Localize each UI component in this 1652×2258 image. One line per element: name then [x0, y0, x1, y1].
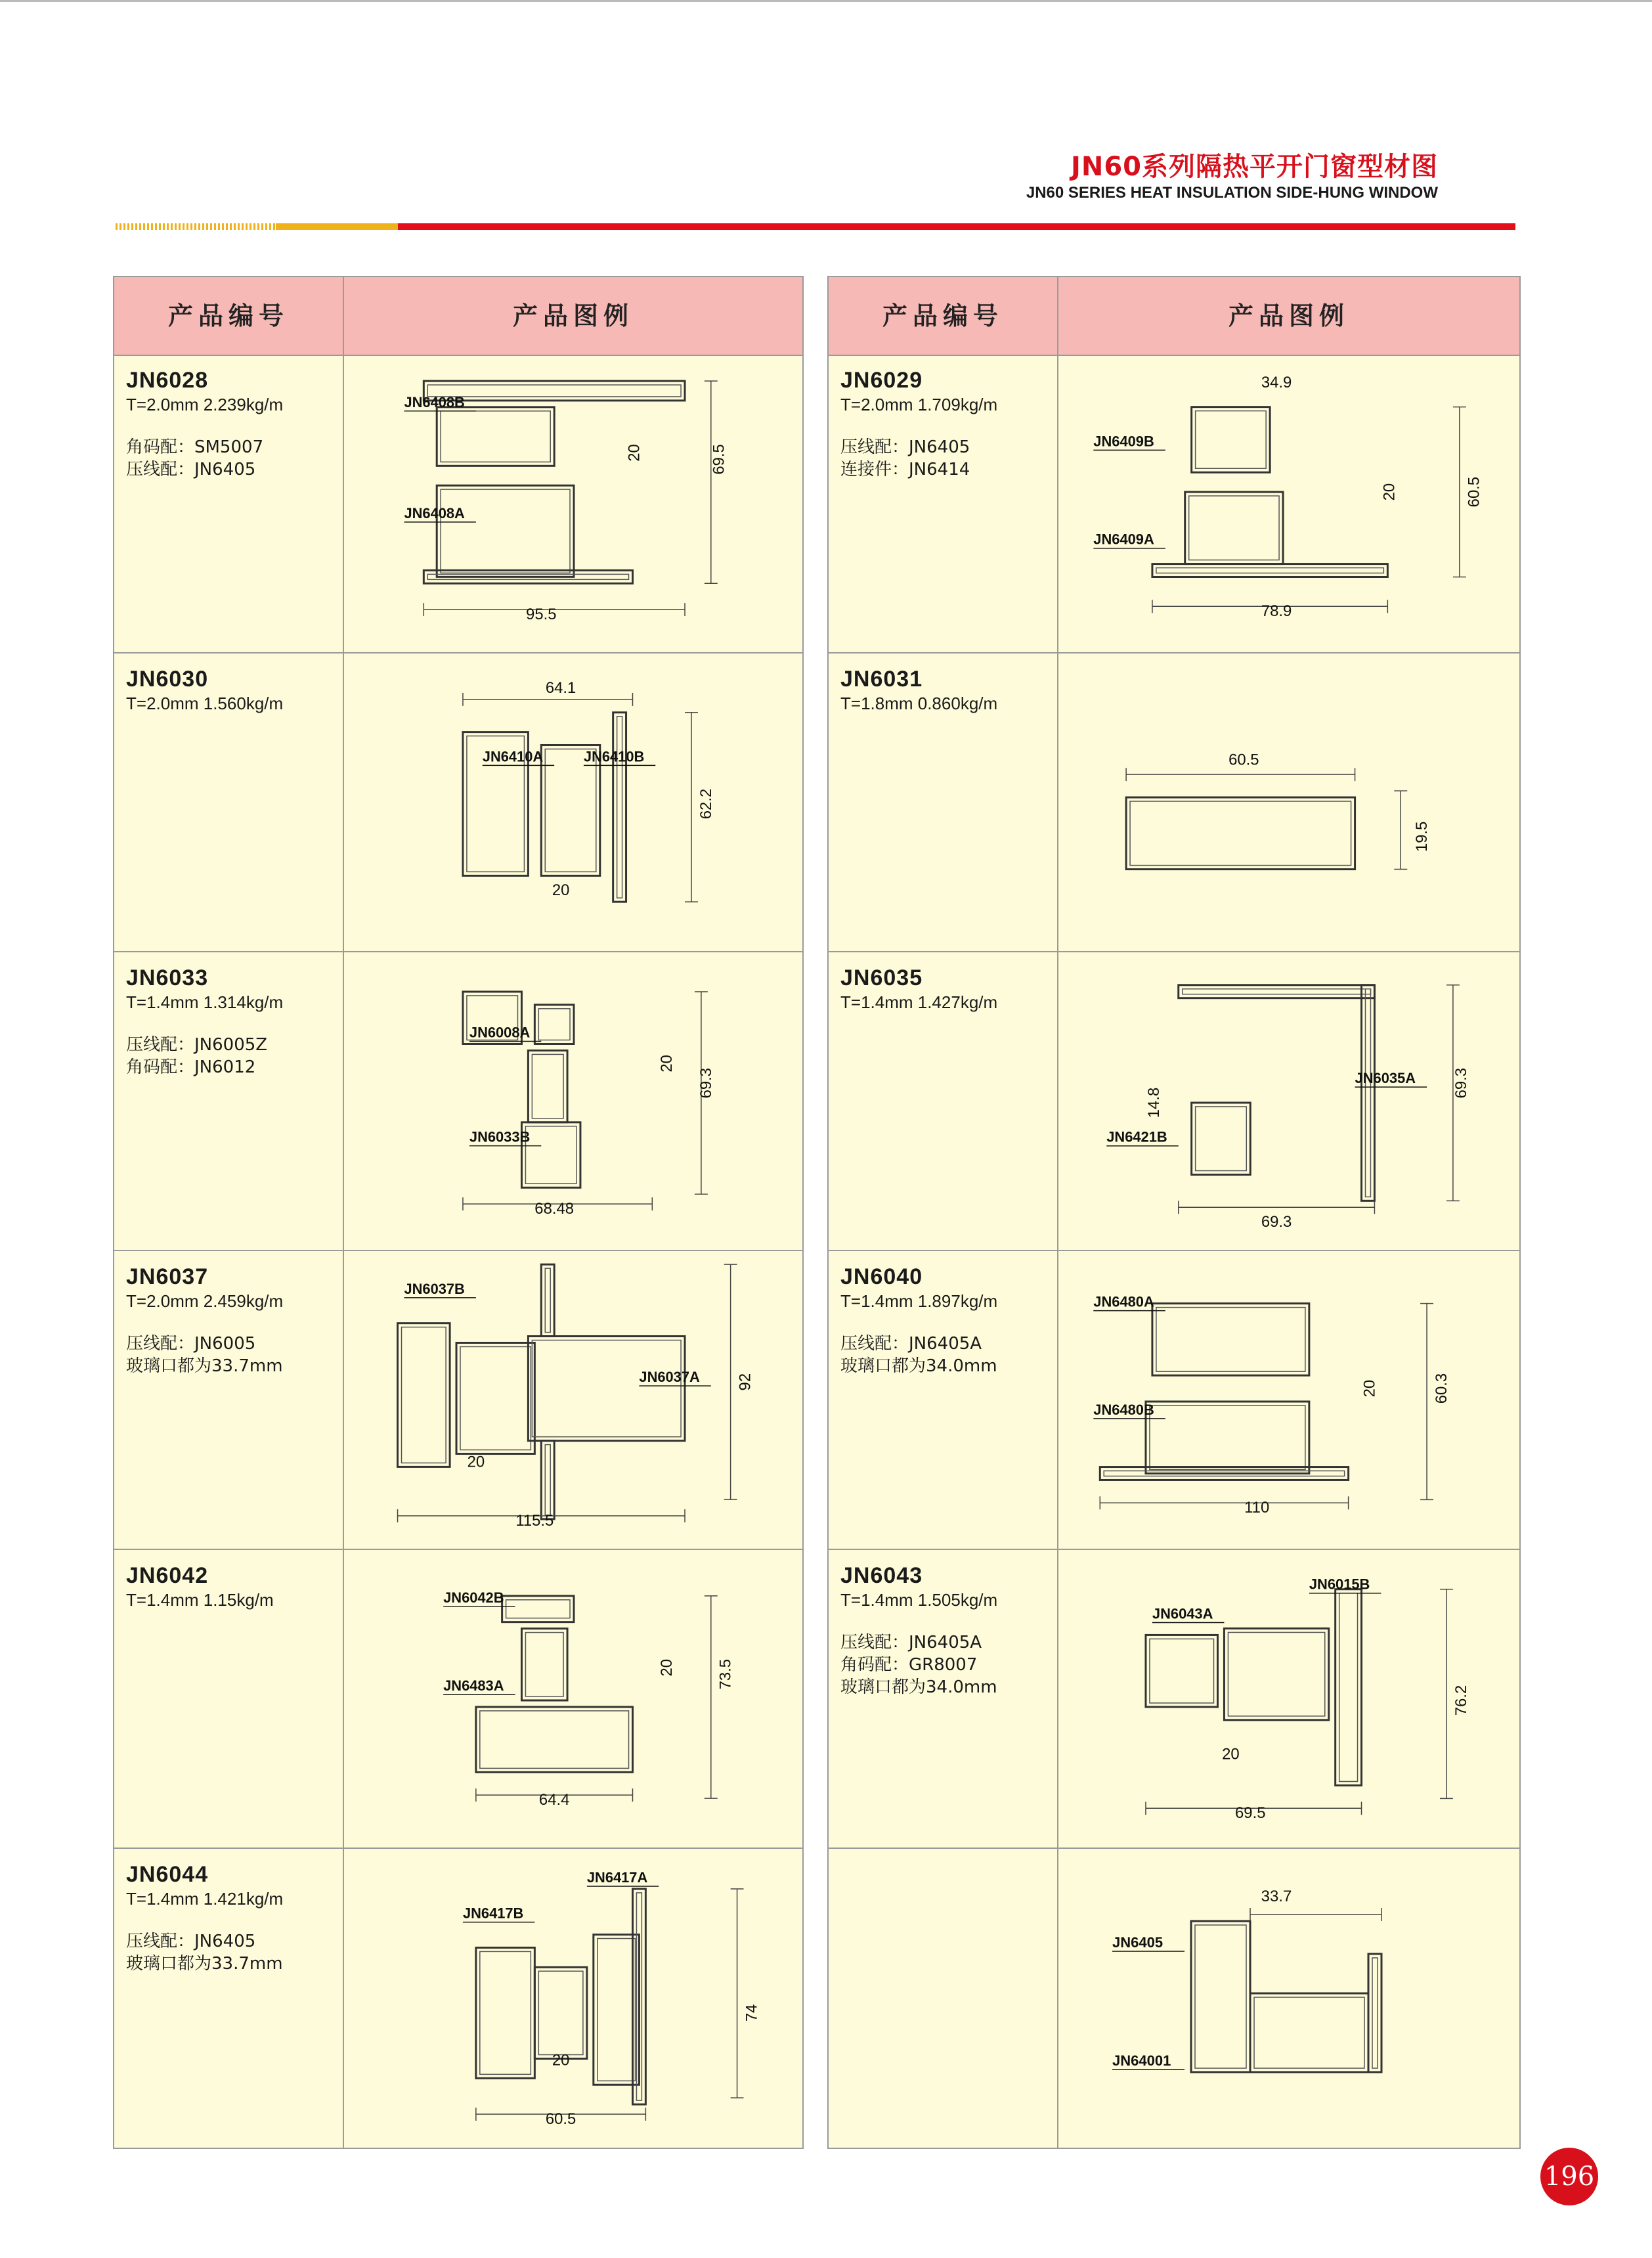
dimension-value: 115.5 — [515, 1511, 554, 1530]
part-label: JN6037A — [639, 1369, 700, 1386]
product-spec: T=2.0mm 2.459kg/m — [126, 1291, 284, 1311]
part-label: JN6035A — [1355, 1070, 1416, 1087]
profile-outline — [541, 1441, 554, 1519]
profile-outline — [528, 1050, 567, 1122]
profile-outline — [437, 407, 554, 466]
header-rule-red — [398, 223, 1515, 230]
table-row — [829, 355, 1519, 653]
part-label: JN6008A — [469, 1024, 531, 1041]
product-code: JN6040 — [840, 1264, 923, 1289]
part-label: JN6410B — [583, 748, 645, 765]
table-row — [829, 653, 1519, 952]
header-rule-orange — [276, 223, 398, 230]
product-figure — [1060, 653, 1519, 951]
product-info — [840, 368, 1051, 481]
product-spec: T=1.4mm 1.314kg/m — [126, 992, 284, 1012]
product-info — [840, 965, 1051, 1013]
part-label: JN6033B — [469, 1128, 531, 1145]
profile-drawing — [1060, 1251, 1519, 1549]
product-figure — [345, 1849, 802, 2148]
product-figure — [345, 1550, 802, 1848]
table-row — [114, 1849, 802, 2148]
part-label: JN6042B — [443, 1589, 504, 1606]
profile-outline — [476, 1947, 534, 2078]
dimension-value: 95.5 — [526, 605, 557, 623]
product-figure — [1060, 355, 1519, 652]
profile-outline — [521, 1122, 580, 1187]
product-note: 角码配：JN6012 — [126, 1057, 256, 1077]
part-label: JN6421B — [1106, 1128, 1167, 1145]
profile-outline — [437, 485, 574, 577]
header-product-code: 产品编号 — [882, 301, 1003, 330]
table-header — [114, 277, 802, 356]
profile-outline — [1250, 1993, 1368, 2072]
profile-outline — [1192, 1103, 1251, 1175]
dimension-value: 20 — [1380, 483, 1399, 501]
profile-outline — [476, 1707, 633, 1772]
product-spec: T=1.4mm 1.421kg/m — [126, 1889, 284, 1909]
profile-outline — [1126, 797, 1355, 870]
product-note: 角码配：GR8007 — [840, 1655, 978, 1675]
profile-drawing — [345, 653, 802, 951]
dimension-value: 60.3 — [1432, 1373, 1450, 1404]
product-info — [126, 368, 336, 481]
dimension-value: 33.7 — [1261, 1888, 1292, 1905]
product-spec: T=1.4mm 1.15kg/m — [126, 1590, 274, 1610]
dimension-value: 20 — [658, 1658, 676, 1677]
product-info — [126, 1563, 336, 1610]
profile-outline — [1185, 492, 1283, 564]
product-code: JN6030 — [126, 667, 209, 692]
product-info — [840, 1563, 1051, 1698]
dimension-value: 69.5 — [1235, 1804, 1266, 1823]
dimension-value: 60.5 — [1228, 751, 1259, 769]
product-figure — [1060, 1849, 1519, 2148]
profile-outline — [541, 1264, 554, 1336]
product-note: 压线配：JN6405 — [126, 1932, 256, 1951]
profile-outline — [534, 1005, 574, 1044]
part-label: JN6410A — [482, 748, 544, 765]
dimension-value: 64.4 — [538, 1791, 570, 1809]
product-spec: T=1.4mm 1.897kg/m — [840, 1291, 998, 1311]
profile-drawing — [345, 355, 802, 652]
part-label: JN6483A — [443, 1677, 504, 1694]
part-label: JN6015B — [1309, 1576, 1370, 1593]
part-label: JN6408A — [404, 504, 465, 521]
product-notes — [126, 436, 336, 481]
product-spec: T=1.8mm 0.860kg/m — [840, 694, 998, 713]
product-figure — [345, 952, 802, 1250]
product-code: JN6044 — [126, 1862, 209, 1887]
table-row — [114, 1251, 802, 1550]
product-info — [126, 1862, 336, 1975]
page-title-cn: JN60系列隔热平开门窗型材图 — [1070, 152, 1438, 182]
part-label: JN6480B — [1093, 1401, 1154, 1418]
product-note: 压线配：JN6005 — [126, 1334, 256, 1354]
profile-drawing — [345, 1849, 802, 2148]
dimension-value: 14.8 — [1144, 1087, 1163, 1118]
part-label: JN64001 — [1112, 2052, 1171, 2069]
product-note: 玻璃口都为34.0mm — [840, 1677, 997, 1697]
profile-drawing — [1060, 1550, 1519, 1848]
profile-outline — [521, 1629, 567, 1700]
dimension-value: 20 — [467, 1453, 485, 1471]
header-product-figure: 产品图例 — [512, 301, 634, 330]
product-info — [840, 1862, 1051, 1863]
dimension-value: 34.9 — [1261, 373, 1292, 391]
product-spec: T=2.0mm 1.709kg/m — [840, 395, 998, 414]
product-figure — [345, 653, 802, 951]
product-spec: T=2.0mm 2.239kg/m — [126, 395, 284, 414]
product-figure — [345, 1251, 802, 1549]
dimension-value: 78.9 — [1261, 602, 1292, 621]
product-info — [126, 667, 336, 714]
product-figure — [1060, 1550, 1519, 1848]
profile-outline — [1152, 564, 1387, 577]
part-label: JN6408B — [404, 393, 465, 410]
dimension-value: 20 — [552, 2051, 570, 2070]
dimension-value: 60.5 — [545, 2110, 576, 2128]
product-info — [840, 667, 1051, 714]
dimension-value: 69.3 — [1452, 1067, 1470, 1099]
product-figure — [1060, 1251, 1519, 1549]
profile-outline — [398, 1323, 450, 1467]
table-row — [114, 355, 802, 653]
product-code: JN6028 — [126, 368, 209, 393]
profile-outline — [1224, 1628, 1328, 1719]
product-note: 连接件：JN6414 — [840, 460, 970, 479]
table-row — [829, 1251, 1519, 1550]
profile-outline — [456, 1343, 534, 1454]
dimension-value: 60.5 — [1465, 476, 1483, 508]
part-label: JN6417B — [462, 1905, 524, 1922]
profile-drawing — [345, 1251, 802, 1549]
product-note: 压线配：JN6405A — [840, 1334, 982, 1354]
profile-drawing — [1060, 1849, 1519, 2148]
profile-drawing — [1060, 653, 1519, 951]
product-code: JN6035 — [840, 965, 923, 990]
product-note: 压线配：JN6405 — [126, 460, 256, 479]
product-code: JN6037 — [126, 1264, 209, 1289]
profile-outline — [1179, 985, 1375, 998]
profile-outline — [1191, 1921, 1250, 2072]
product-figure — [1060, 952, 1519, 1250]
dimension-value: 20 — [1360, 1379, 1379, 1398]
dimension-value: 20 — [552, 881, 570, 900]
product-code: JN6029 — [840, 368, 923, 393]
profile-drawing — [345, 1550, 802, 1848]
profile-outline — [1152, 1304, 1309, 1376]
part-label: JN6043A — [1152, 1605, 1213, 1622]
product-notes — [126, 1930, 336, 1975]
product-info — [126, 1264, 336, 1377]
profile-outline — [528, 1337, 685, 1441]
table-row — [114, 952, 802, 1251]
product-info — [840, 1264, 1051, 1377]
part-label: JN6405 — [1112, 1934, 1163, 1951]
profile-outline — [534, 1967, 587, 2058]
dimension-value: 69.3 — [697, 1067, 715, 1099]
part-label: JN6409A — [1093, 531, 1154, 548]
page-title-en: JN60 SERIES HEAT INSULATION SIDE-HUNG WINDOW — [1026, 184, 1438, 202]
profile-drawing — [345, 952, 802, 1250]
dimension-value: 73.5 — [716, 1658, 735, 1690]
product-note: 玻璃口都为34.0mm — [840, 1356, 997, 1376]
product-notes — [840, 1333, 1051, 1377]
product-note: 压线配：JN6405A — [840, 1633, 982, 1652]
table-header — [829, 277, 1519, 356]
product-note: 玻璃口都为33.7mm — [126, 1356, 283, 1376]
dimension-value: 92 — [736, 1373, 754, 1391]
product-spec: T=1.4mm 1.427kg/m — [840, 992, 998, 1012]
dimension-value: 69.3 — [1261, 1213, 1292, 1231]
product-spec: T=1.4mm 1.505kg/m — [840, 1590, 998, 1610]
product-code: JN6031 — [840, 667, 923, 692]
dimension-value: 62.2 — [697, 788, 715, 820]
profile-drawing — [1060, 355, 1519, 652]
product-spec: T=2.0mm 1.560kg/m — [126, 694, 284, 713]
dimension-value: 76.2 — [1452, 1685, 1470, 1716]
dimension-value: 19.5 — [1413, 821, 1431, 852]
dimension-value: 20 — [1222, 1745, 1240, 1763]
product-notes — [126, 1333, 336, 1377]
part-label: JN6480A — [1093, 1293, 1154, 1310]
profile-drawing — [1060, 952, 1519, 1250]
dimension-value: 74 — [743, 2004, 761, 2022]
table-row — [829, 1849, 1519, 2148]
dimension-value: 64.1 — [545, 678, 576, 697]
profile-outline — [1368, 1954, 1381, 2072]
product-note: 压线配：JN6005Z — [126, 1035, 268, 1055]
table-row — [114, 1550, 802, 1849]
right-product-table — [827, 276, 1521, 2149]
header-product-figure: 产品图例 — [1228, 301, 1349, 330]
product-code: JN6042 — [126, 1563, 209, 1588]
header-product-code: 产品编号 — [167, 301, 289, 330]
profile-outline — [1362, 985, 1375, 1201]
profile-outline — [1192, 407, 1270, 473]
profile-outline — [1146, 1635, 1218, 1707]
product-info — [126, 965, 336, 1078]
top-border — [0, 0, 1652, 2]
product-code: JN6043 — [840, 1563, 923, 1588]
product-notes — [840, 436, 1051, 481]
product-notes — [126, 1034, 336, 1078]
dimension-value: 110 — [1244, 1499, 1270, 1517]
part-label: JN6409B — [1093, 433, 1154, 450]
product-code: JN6033 — [126, 965, 209, 990]
dimension-value: 69.5 — [710, 444, 728, 475]
table-row — [829, 1550, 1519, 1849]
product-note: 玻璃口都为33.7mm — [126, 1954, 283, 1974]
product-notes — [840, 1631, 1051, 1698]
part-label: JN6417A — [586, 1869, 648, 1886]
left-product-table — [113, 276, 804, 2149]
table-row — [114, 653, 802, 952]
product-note: 压线配：JN6405 — [840, 437, 970, 457]
page-number: 196 — [1540, 2148, 1598, 2205]
dimension-value: 68.48 — [534, 1200, 575, 1218]
product-note: 角码配：SM5007 — [126, 437, 264, 457]
dimension-value: 20 — [625, 444, 643, 462]
table-row — [829, 952, 1519, 1251]
profile-outline — [1146, 1402, 1309, 1474]
product-figure — [345, 355, 802, 652]
dimension-value: 20 — [658, 1055, 676, 1073]
part-label: JN6037B — [404, 1280, 465, 1297]
profile-outline — [613, 713, 626, 902]
